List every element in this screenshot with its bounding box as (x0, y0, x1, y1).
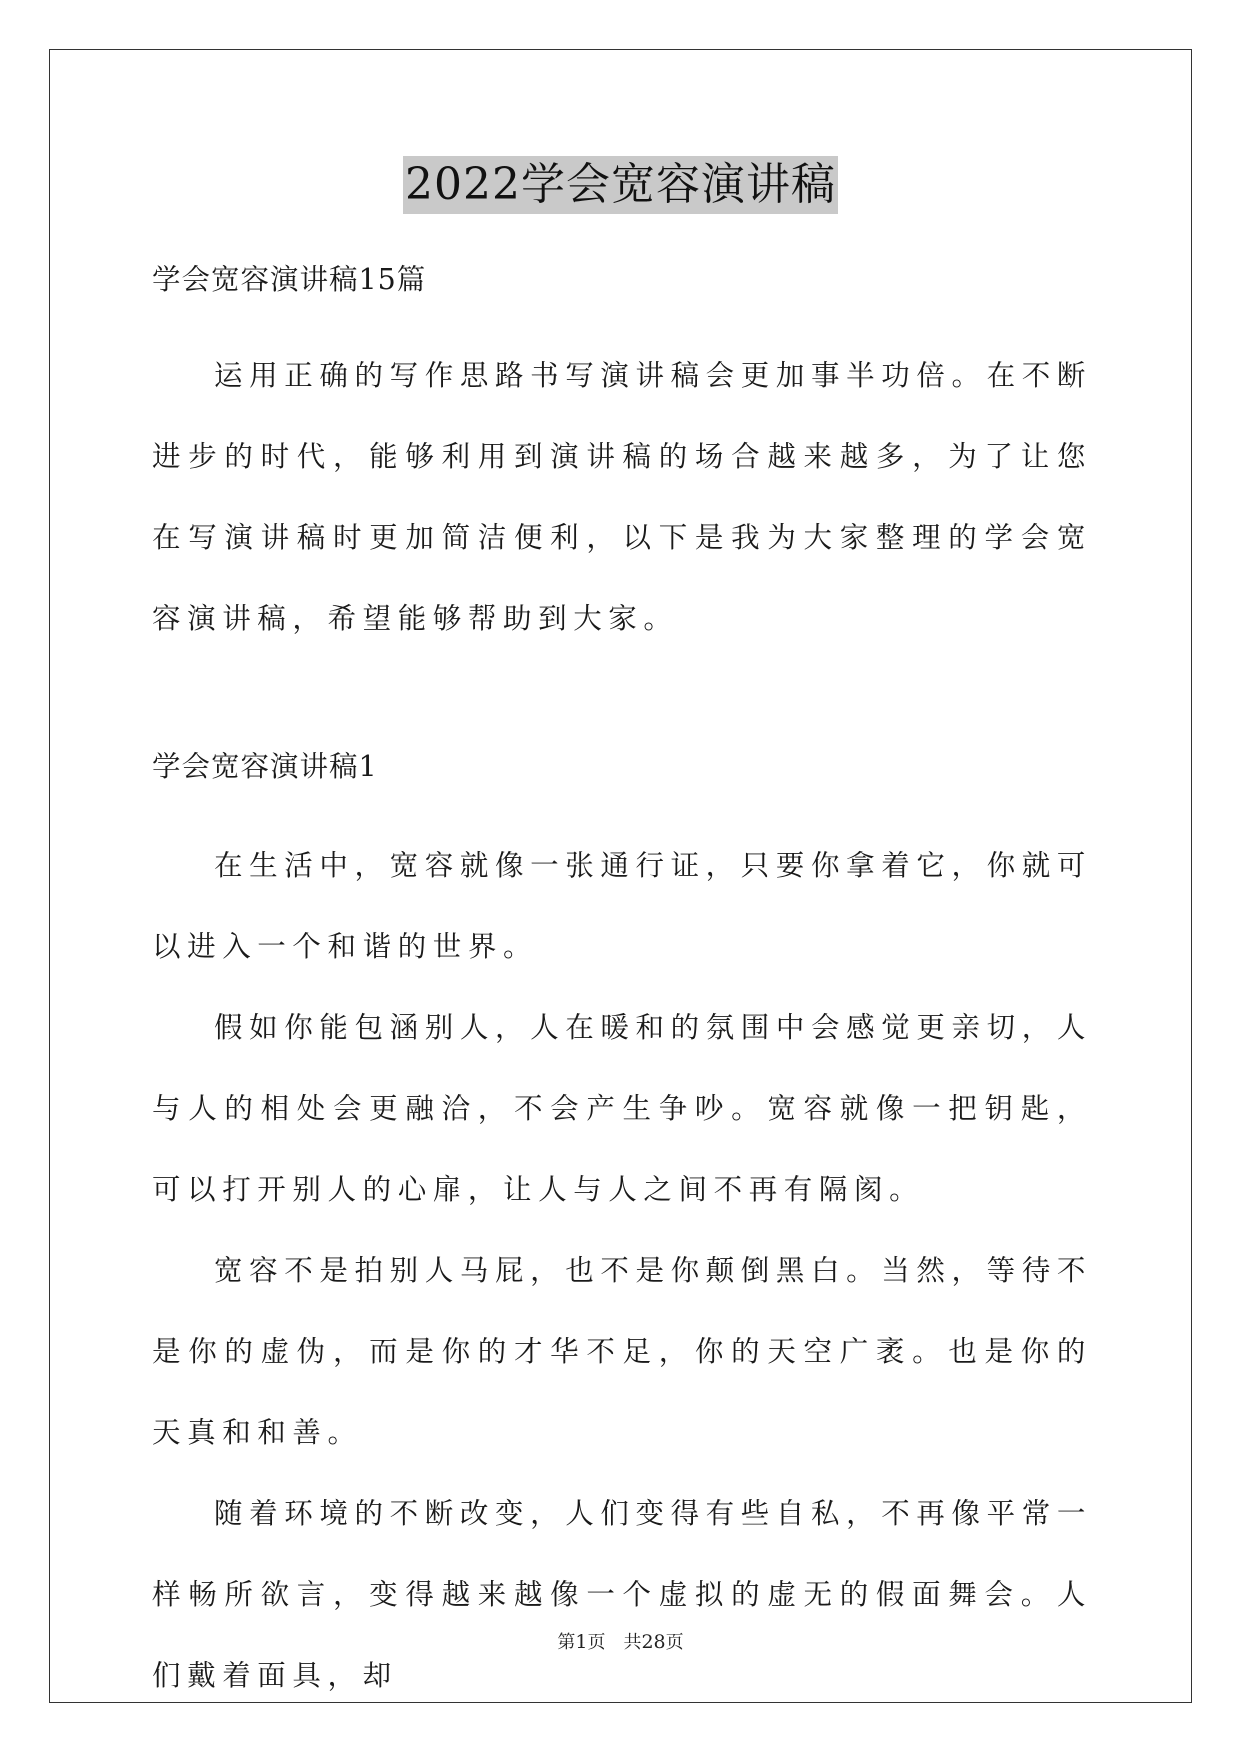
body-paragraph-4: 随着环境的不断改变，人们变得有些自私，不再像平常一样畅所欲言，变得越来越像一个虚拟的虚无的假面舞会。人们戴着面具，却 (152, 1497, 1092, 1692)
body-paragraph-3: 宽容不是拍别人马屁，也不是你颠倒黑白。当然，等待不是你的虚伪，而是你的才华不足，你的天空广袤。也是你的天真和和善。 (152, 1254, 1092, 1449)
body-paragraph-1: 在生活中，宽容就像一张通行证，只要你拿着它，你就可以进入一个和谐的世界。 (152, 849, 1092, 963)
intro-paragraph: 运用正确的写作思路书写演讲稿会更加事半功倍。在不断进步的时代，能够利用到演讲稿的场合越来越多，为了让您在写演讲稿时更加简洁便利，以下是我为大家整理的学会宽容演讲稿，希望能够帮助到大家。 (152, 359, 1092, 635)
document-subtitle: 学会宽容演讲稿15篇 (152, 263, 427, 296)
section-spacer (152, 659, 1092, 747)
total-pages: 28 (641, 1631, 666, 1653)
page-suffix: 页 (587, 1632, 606, 1653)
title-container (0, 156, 1241, 214)
document-body (152, 260, 1092, 1716)
total-suffix: 页 (665, 1632, 684, 1653)
page-prefix: 第 (557, 1632, 576, 1653)
document-title: 2022学会宽容演讲稿 (403, 156, 838, 214)
page-footer (0, 1628, 1241, 1654)
section-heading: 学会宽容演讲稿1 (152, 750, 378, 783)
total-prefix: 共 (623, 1632, 642, 1653)
page-number: 1 (575, 1631, 588, 1653)
body-paragraph-2: 假如你能包涵别人，人在暖和的氛围中会感觉更亲切，人与人的相处会更融洽，不会产生争吵。宽容就像一把钥匙，可以打开别人的心扉，让人与人之间不再有隔阂。 (152, 1011, 1092, 1206)
